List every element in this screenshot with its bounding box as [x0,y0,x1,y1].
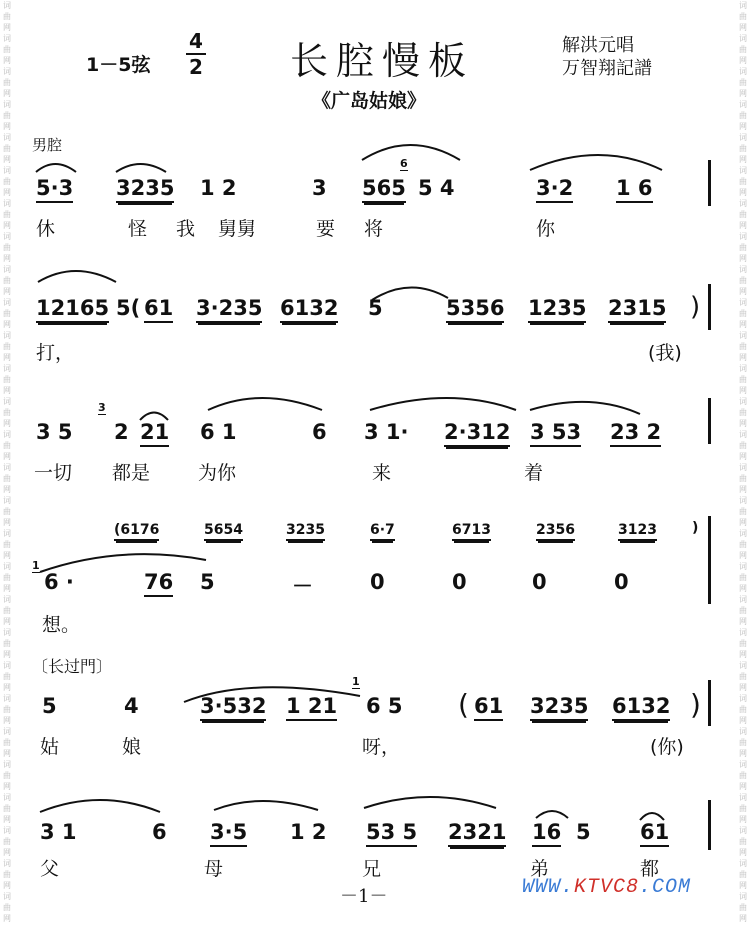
watermark-char: 网 [739,89,747,98]
lyric: 为你 [198,462,237,484]
lyric: 来 [372,462,392,484]
watermark-char: 词 [739,364,747,373]
lyric: 着 [524,462,544,484]
grace-note [98,402,106,415]
accompaniment-group: 3123 [618,522,657,541]
watermark-char: 网 [739,122,747,131]
watermark-char: 曲 [739,78,747,87]
note-group: 3235 [530,694,588,721]
watermark-char: 曲 [739,276,747,285]
watermark-char: 曲 [739,243,747,252]
barline [708,160,711,206]
watermark-char: 网 [739,782,747,791]
note-group: 16 [532,820,561,847]
watermark-char: 词 [3,595,11,604]
watermark-char: 词 [739,100,747,109]
watermark-char: 曲 [3,540,11,549]
watermark-char: 曲 [3,45,11,54]
watermark-char: 词 [739,727,747,736]
lyric: 将 [364,218,384,240]
note-group: 53 5 [366,820,417,847]
note-group: 6 [312,420,327,444]
watermark-char: 曲 [3,342,11,351]
grace-note-digit: 3 [98,401,106,414]
watermark-char: 网 [3,89,11,98]
site-url-prefix: WWW. [522,876,575,899]
note-group: 1235 [528,296,586,323]
watermark-char: 词 [3,661,11,670]
note-group: 0 [532,570,547,594]
lyric: 一切 [34,462,73,484]
grace-note-digit: 1 [352,675,360,688]
note-group: 1 2 [200,176,237,200]
watermark-char: 网 [739,23,747,32]
note-group: 3 1 [40,820,77,844]
watermark-char: 网 [3,617,11,626]
note-group: 3235 [116,176,174,203]
watermark-char: 网 [3,254,11,263]
watermark-char: 网 [3,155,11,164]
watermark-char: 曲 [739,342,747,351]
watermark-char: 词 [739,133,747,142]
watermark-char: 曲 [739,771,747,780]
watermark-char: 网 [3,452,11,461]
note-group: 61 [640,820,669,847]
note-group: 565 [362,176,406,203]
watermark-char: 网 [3,650,11,659]
watermark-char: 词 [739,661,747,670]
watermark-char: 网 [739,221,747,230]
watermark-char: 曲 [739,672,747,681]
watermark-char: 词 [739,859,747,868]
grace-note [32,560,40,573]
watermark-char: 曲 [3,144,11,153]
watermark-char: 曲 [739,837,747,846]
watermark-char: 词 [3,496,11,505]
note-group: 3 53 [530,420,581,447]
watermark-char: 词 [3,34,11,43]
watermark-char: 词 [739,1,747,10]
note-group: 6 1 [200,420,237,444]
watermark-char: 网 [3,914,11,923]
watermark-char: 曲 [739,705,747,714]
grace-note-digit: 6 [400,157,408,170]
watermark-char: 网 [3,353,11,362]
watermark-char: 曲 [739,474,747,483]
watermark-char: 曲 [3,639,11,648]
watermark-char: 词 [739,331,747,340]
watermark-char: 曲 [3,12,11,21]
watermark-char: 词 [739,562,747,571]
note-group: 5( [116,296,141,320]
string-tuning: 1－5弦 [86,54,151,76]
note-group: 23 2 [610,420,661,447]
accompaniment-group: 6·7 [370,522,395,541]
watermark-char: 曲 [3,573,11,582]
transcriber-credit: 万智翔記譜 [562,58,652,79]
lyric: 姑 [40,736,60,758]
watermark-char: 网 [3,56,11,65]
watermark-char: 曲 [3,78,11,87]
watermark-char: 网 [739,353,747,362]
lyric: 打， [36,342,75,364]
watermark-char: 网 [739,254,747,263]
note-group: 3·235 [196,296,262,323]
grace-note [352,676,360,689]
watermark-char: 曲 [3,408,11,417]
watermark-char: 曲 [739,573,747,582]
watermark-char: 词 [739,463,747,472]
note-group: 5 [200,570,215,594]
watermark-char: 网 [739,188,747,197]
watermark-char: 网 [739,617,747,626]
watermark-char: 曲 [739,12,747,21]
watermark-char: 曲 [3,210,11,219]
watermark-char: 词 [3,166,11,175]
note-group: 6 [152,820,167,844]
watermark-char: 网 [3,683,11,692]
note-group: 1 21 [286,694,337,721]
note-group: － [292,574,313,598]
watermark-char: 词 [739,265,747,274]
watermark-char: 网 [3,716,11,725]
watermark-char: 曲 [739,45,747,54]
watermark-char: 词 [739,595,747,604]
watermark-char: 网 [739,584,747,593]
watermark-char: 曲 [739,111,747,120]
watermark-char: 曲 [739,309,747,318]
lyric: 娘 [122,736,142,758]
time-signature-top: 4 [189,29,203,53]
watermark-char: 曲 [3,507,11,516]
watermark-char: 词 [739,826,747,835]
lyric: 母 [204,858,224,880]
lyric: 你 [536,218,556,240]
watermark-char: 词 [3,826,11,835]
watermark-char: 词 [739,67,747,76]
note-group: 5·3 [36,176,73,203]
note-group: 2321 [448,820,506,847]
part-label: 男腔 [32,136,63,154]
lyric: 怪 [128,218,148,240]
lyric: 呀， [362,736,401,758]
note-group: 12165 [36,296,109,323]
note-group: 5356 [446,296,504,323]
lyric: 休 [36,218,56,240]
watermark-char: 词 [3,694,11,703]
watermark-char: 曲 [3,474,11,483]
note-group: 61 [144,296,173,323]
watermark-char: 曲 [739,375,747,384]
lyric: 弟 [530,858,550,880]
watermark-char: 词 [739,298,747,307]
singer-credit: 解洪元唱 [562,35,634,56]
bracket-close: ) [692,520,699,536]
note-group: 0 [614,570,629,594]
watermark-char: 词 [3,232,11,241]
note-group: 5 [368,296,383,320]
accompaniment-group: 3235 [286,522,325,541]
watermark-char: 网 [3,518,11,527]
watermark-char: 词 [739,496,747,505]
watermark-char: 词 [3,859,11,868]
watermark-char: 词 [3,727,11,736]
watermark-char: 曲 [739,408,747,417]
watermark-char: 词 [739,397,747,406]
watermark-char: 网 [3,188,11,197]
watermark-char: 词 [3,397,11,406]
note-group: 5 4 [418,176,455,200]
watermark-char: 词 [739,529,747,538]
section-label: 〔长过門〕 [32,657,113,676]
watermark-char: 曲 [739,177,747,186]
watermark-char: 词 [739,34,747,43]
watermark-char: 网 [739,518,747,527]
watermark-char: 网 [739,881,747,890]
watermark-char: 词 [3,463,11,472]
watermark-char: 网 [3,221,11,230]
watermark-char: 词 [3,298,11,307]
watermark-char: 曲 [3,276,11,285]
note-group: 3 [312,176,327,200]
watermark-char: 曲 [739,903,747,912]
watermark-char: 网 [739,485,747,494]
watermark-char: 词 [739,760,747,769]
watermark-char: 网 [739,419,747,428]
watermark-char: 词 [739,793,747,802]
lyric: (我) [648,342,682,364]
lyric: 想。 [42,614,81,636]
watermark-char: 网 [739,914,747,923]
watermark-char: 词 [3,430,11,439]
watermark-char: 词 [739,232,747,241]
note-group: 5 [576,820,591,844]
note-group: 1 2 [290,820,327,844]
watermark-char: 词 [739,694,747,703]
watermark-char: 网 [3,749,11,758]
note-group: 6132 [612,694,670,721]
note-group: 3·532 [200,694,266,721]
score-title: 长腔慢板 [290,39,475,83]
note-group: 2315 [608,296,666,323]
watermark-char: 网 [3,23,11,32]
watermark-char: 网 [3,122,11,131]
site-url-brand: KTVC8 [574,876,640,899]
watermark-char: 网 [739,650,747,659]
watermark-char: 词 [3,892,11,901]
watermark-char: 网 [739,683,747,692]
note-group: 3 1· [364,420,409,444]
watermark-char: 网 [739,386,747,395]
watermark-char: 词 [3,364,11,373]
note-group: 4 [124,694,139,718]
watermark-char: 曲 [3,804,11,813]
watermark-char: 曲 [3,375,11,384]
note-group: 3·5 [210,820,247,847]
watermark-char: 网 [3,815,11,824]
watermark-char: 网 [3,881,11,890]
grace-note-digit: 1 [32,559,40,572]
note-group: 6132 [280,296,338,323]
watermark-char: 网 [3,551,11,560]
watermark-char: 曲 [3,606,11,615]
lyric: 我 [176,218,196,240]
watermark-char: 网 [739,848,747,857]
watermark-char: 词 [739,628,747,637]
site-url-suffix: .COM [639,876,692,899]
watermark-char: 词 [3,199,11,208]
note-group: 5 [42,694,57,718]
note-group: 76 [144,570,173,597]
watermark-char: 曲 [3,177,11,186]
watermark-char: 词 [3,760,11,769]
watermark-char: 词 [3,331,11,340]
watermark-char: 网 [739,452,747,461]
watermark-char: 词 [3,133,11,142]
watermark-char: 词 [3,529,11,538]
note-group: 3 5 [36,420,73,444]
site-url[interactable] [522,876,691,899]
watermark-char: 曲 [3,771,11,780]
lyric: 舅舅 [218,218,257,240]
watermark-char: 网 [3,584,11,593]
note-group: 6 5 [366,694,403,718]
note-group: 3·2 [536,176,573,203]
watermark-char: 曲 [739,144,747,153]
watermark-char: 词 [739,199,747,208]
note-group: 21 [140,420,169,447]
watermark-char: 曲 [3,705,11,714]
note-group: 0 [370,570,385,594]
lyric: 父 [40,858,60,880]
barline [708,800,711,850]
watermark-char: 曲 [3,837,11,846]
note-group: 61 [474,694,503,721]
watermark-char: 词 [3,628,11,637]
bracket-close: ) [690,292,701,322]
watermark-char: 曲 [3,672,11,681]
note-group: 0 [452,570,467,594]
watermark-char: 网 [739,815,747,824]
watermark-char: 网 [3,485,11,494]
watermark-char: 曲 [3,309,11,318]
watermark-char: 网 [3,419,11,428]
watermark-char: 词 [3,265,11,274]
watermark-char: 曲 [739,606,747,615]
watermark-char: 词 [3,562,11,571]
watermark-char: 网 [739,56,747,65]
note-group: 6 · [44,570,74,594]
watermark-char: 曲 [739,441,747,450]
watermark-char: 网 [3,386,11,395]
watermark-char: 网 [739,716,747,725]
watermark-char: 网 [3,848,11,857]
watermark-char: 词 [739,430,747,439]
accompaniment-group: 2356 [536,522,575,541]
score-subtitle: 《广岛姑娘》 [312,90,427,112]
watermark-char: 词 [3,1,11,10]
accompaniment-group: 6713 [452,522,491,541]
bracket-open: ( [458,688,469,721]
watermark-char: 词 [739,892,747,901]
lyric: (你) [650,736,684,758]
watermark-char: 网 [739,287,747,296]
watermark-char: 曲 [739,210,747,219]
lyric: 都是 [112,462,151,484]
watermark-char: 曲 [739,507,747,516]
watermark-char: 网 [739,155,747,164]
note-group: 1 6 [616,176,653,203]
watermark-char: 词 [739,166,747,175]
watermark-char: 词 [3,793,11,802]
watermark-char: 曲 [739,804,747,813]
barline [708,398,711,444]
barline [708,284,711,330]
watermark-char: 曲 [739,870,747,879]
bracket-close: ) [690,688,701,721]
barline [708,680,711,726]
note-group: 2·312 [444,420,510,447]
lyric: 都 [640,858,660,880]
watermark-char: 曲 [3,738,11,747]
note-group: 2 [114,420,129,444]
watermark-char: 曲 [3,870,11,879]
watermark-char: 曲 [3,111,11,120]
watermark-char: 网 [3,320,11,329]
watermark-char: 网 [3,782,11,791]
time-signature-bottom: 2 [189,55,203,79]
watermark-char: 曲 [3,441,11,450]
lyric: 兄 [362,858,382,880]
watermark-char: 曲 [739,540,747,549]
watermark-char: 曲 [739,639,747,648]
watermark-char: 词 [3,67,11,76]
watermark-char: 曲 [3,903,11,912]
accompaniment-group: 5654 [204,522,243,541]
watermark-char: 词 [3,100,11,109]
page-number: －1－ [340,886,388,907]
watermark-char: 网 [739,749,747,758]
barline [708,516,711,604]
accompaniment-group: (6176 [114,522,159,541]
watermark-char: 网 [739,320,747,329]
watermark-char: 网 [3,287,11,296]
grace-note [400,158,408,171]
watermark-char: 曲 [739,738,747,747]
watermark-char: 曲 [3,243,11,252]
watermark-char: 网 [739,551,747,560]
lyric: 要 [316,218,336,240]
